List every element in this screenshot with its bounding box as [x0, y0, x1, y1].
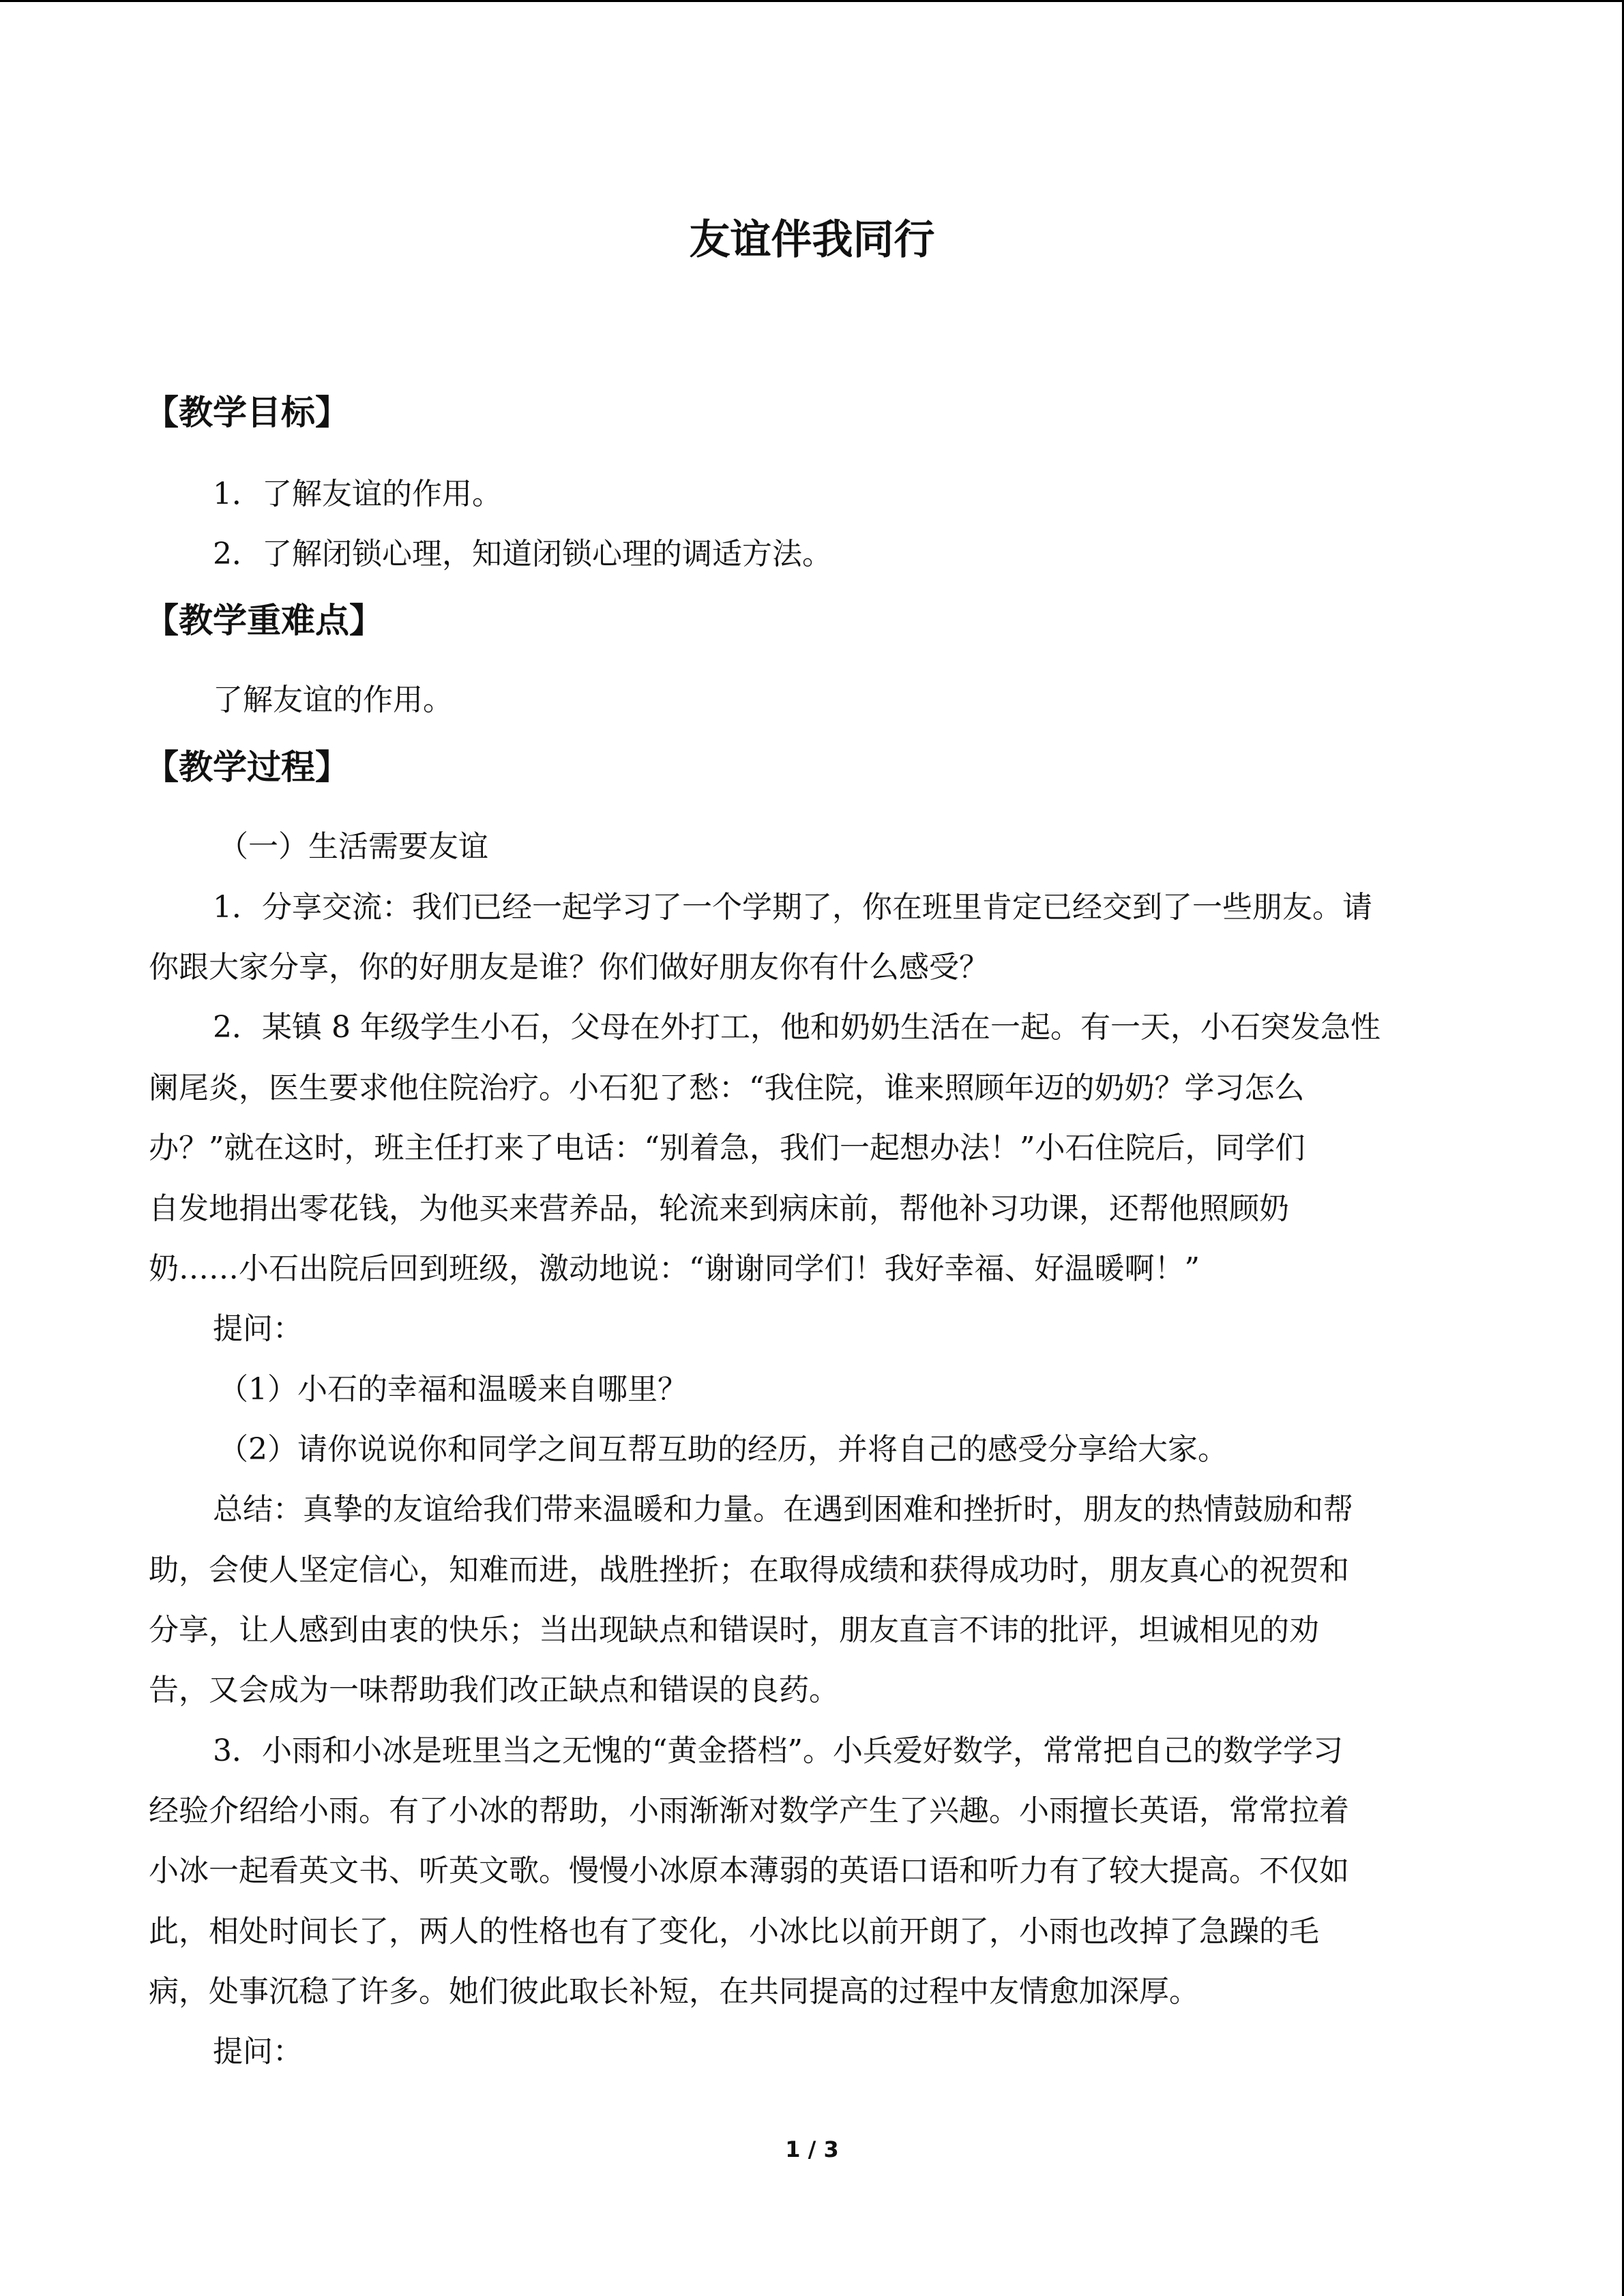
section-heading-objectives: 【教学目标】 [145, 393, 349, 432]
paragraph-line: 办？”就在这时，班主任打来了电话：“别着急，我们一起想办法！”小石住院后，同学们 [149, 1131, 1305, 1165]
paragraph-line: 总结：真挚的友谊给我们带来温暖和力量。在遇到困难和挫折时，朋友的热情鼓励和帮 [213, 1492, 1353, 1527]
paragraph-line: 告，又会成为一味帮助我们改正缺点和错误的良药。 [149, 1673, 839, 1708]
paragraph-line: 1．分享交流：我们已经一起学习了一个学期了，你在班里肯定已经交到了一些朋友。请 [213, 890, 1372, 925]
document-title: 友谊伴我同行 [689, 216, 935, 264]
paragraph-line: 阑尾炎，医生要求他住院治疗。小石犯了愁：“我住院，谁来照顾年迈的奶奶？学习怎么 [149, 1071, 1305, 1105]
question-label: 提问： [213, 2034, 303, 2069]
paragraph-line: 自发地捐出零花钱，为他买来营养品，轮流来到病床前，帮他补习功课，还帮他照顾奶 [149, 1191, 1289, 1226]
objective-item: 2．了解闭锁心理，知道闭锁心理的调适方法。 [213, 537, 832, 571]
paragraph-line: 你跟大家分享，你的好朋友是谁？你们做好朋友你有什么感受？ [149, 950, 989, 985]
page-number: 1 / 3 [785, 2136, 839, 2162]
paragraph-line: 助，会使人坚定信心，知难而进，战胜挫折；在取得成绩和获得成功时，朋友真心的祝贺和 [149, 1553, 1349, 1587]
objective-item: 1．了解友谊的作用。 [213, 477, 502, 511]
paragraph-line: 病，处事沉稳了许多。她们彼此取长补短，在共同提高的过程中友情愈加深厚。 [149, 1974, 1199, 2009]
question-item: （2）请你说说你和同学之间互帮互助的经历，并将自己的感受分享给大家。 [218, 1432, 1228, 1467]
paragraph-line: 2．某镇 8 年级学生小石，父母在外打工，他和奶奶生活在一起。有一天，小石突发急性 [213, 1010, 1381, 1045]
process-subheading: （一）生活需要友谊 [218, 829, 488, 864]
paragraph-line: 经验介绍给小雨。有了小冰的帮助，小雨渐渐对数学产生了兴趣。小雨擅长英语，常常拉着 [149, 1793, 1349, 1828]
paragraph-line: 此，相处时间长了，两人的性格也有了变化，小冰比以前开朗了，小雨也改掉了急躁的毛 [149, 1914, 1319, 1949]
paragraph-line: 奶……小石出院后回到班级，激动地说：“谢谢同学们！我好幸福、好温暖啊！” [149, 1251, 1200, 1286]
paragraph-line: 3．小雨和小冰是班里当之无愧的“黄金搭档”。小兵爱好数学，常常把自己的数学学习 [213, 1733, 1343, 1768]
question-label: 提问： [213, 1311, 303, 1346]
paragraph-line: 小冰一起看英文书、听英文歌。慢慢小冰原本薄弱的英语口语和听力有了较大提高。不仅如 [149, 1853, 1349, 1888]
key-point-text: 了解友谊的作用。 [213, 683, 453, 717]
question-item: （1）小石的幸福和温暖来自哪里？ [218, 1372, 688, 1407]
paragraph-line: 分享，让人感到由衷的快乐；当出现缺点和错误时，朋友直言不讳的批评，坦诚相见的劝 [149, 1613, 1319, 1648]
section-heading-process: 【教学过程】 [145, 747, 349, 787]
section-heading-key-points: 【教学重难点】 [145, 601, 383, 640]
